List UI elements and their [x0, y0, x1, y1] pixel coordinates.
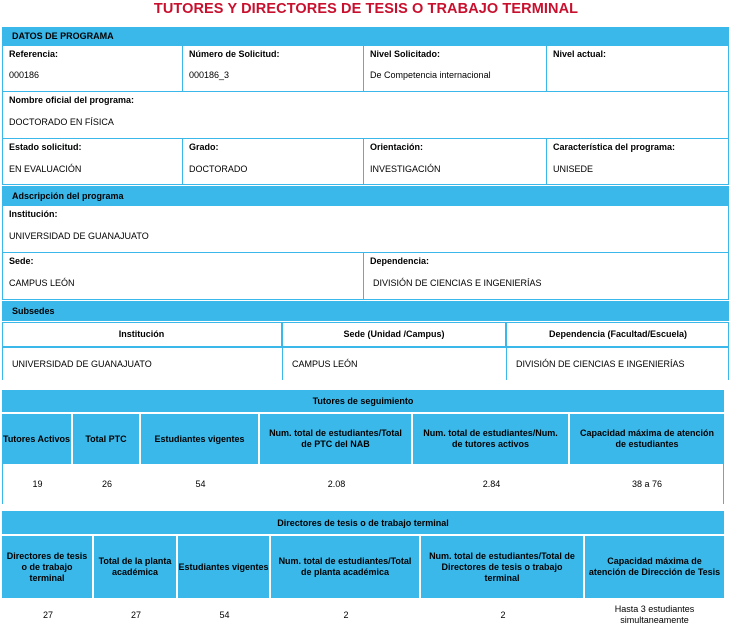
directores-header-directores [2, 536, 94, 598]
column-header: Dependencia (Facultad/Escuela) [548, 329, 688, 339]
field-label: Institución: [9, 209, 58, 219]
cell-value: 2 [343, 609, 349, 620]
column-header: Estudiantes vigentes [154, 433, 245, 444]
field-value: De Competencia internacional [370, 70, 491, 80]
subsedes-cell-institucion [2, 348, 283, 380]
field-orientacion [364, 139, 547, 185]
field-numero-solicitud [183, 46, 364, 92]
field-label: Nivel Solicitado: [370, 49, 441, 59]
directores-value-ratio-planta [271, 598, 421, 632]
section-header-adscripcion [2, 186, 729, 206]
column-header: Num. total de estudiantes/Total de Directores de tesis o trabajo terminal [429, 550, 575, 583]
cell-value: 2.08 [327, 478, 346, 489]
tutores-value-ratio-tutores [413, 464, 570, 504]
cell-value: 2 [500, 609, 506, 620]
tutores-value-estudiantes [141, 464, 260, 504]
cell-value: 27 [42, 609, 53, 620]
field-dependencia [364, 253, 729, 300]
directores-value-directores [2, 598, 94, 632]
field-nombre-oficial [2, 92, 729, 139]
tutores-value-capacidad [570, 464, 724, 504]
field-value: UNISEDE [553, 164, 594, 174]
subsedes-header-institucion [2, 322, 283, 347]
cell-value: 38 a 76 [631, 478, 663, 489]
field-value: DOCTORADO [189, 164, 248, 174]
cell-value: 2.84 [482, 478, 501, 489]
directores-header-ratio-directores [421, 536, 585, 598]
field-value: UNIVERSIDAD DE GUANAJUATO [9, 231, 149, 241]
field-caracteristica [547, 139, 729, 185]
directores-header-estudiantes [178, 536, 271, 598]
field-value: DIVISIÓN DE CIENCIAS E INGENIERÍAS [373, 278, 542, 288]
directores-header-planta [94, 536, 178, 598]
cell-value: 54 [195, 478, 206, 489]
tutores-header-ratio-tutores [413, 414, 570, 464]
column-header: Total PTC [85, 433, 127, 444]
column-header: Num. total de estudiantes/Num. de tutores activos [423, 428, 558, 449]
tutores-value-ratio-ptc [260, 464, 413, 504]
column-header: Institución [118, 329, 165, 339]
field-grado [183, 139, 364, 185]
directores-value-planta [94, 598, 178, 632]
divider [2, 322, 729, 323]
column-header: Tutores Activos [2, 433, 70, 444]
field-estado-solicitud [2, 139, 183, 185]
field-label: Característica del programa: [553, 142, 676, 152]
column-header: Sede (Unidad /Campus) [343, 329, 445, 339]
section-header-subsedes [2, 301, 729, 321]
column-header: Num. total de estudiantes/Total de planta académica [278, 556, 412, 577]
cell-value: 19 [32, 478, 43, 489]
field-label: Referencia: [9, 49, 59, 59]
cell-value: Hasta 3 estudiantes simultaneamente [614, 604, 695, 625]
field-label: Nivel actual: [553, 49, 607, 59]
directores-value-capacidad [585, 598, 724, 632]
field-value: INVESTIGACIÓN [370, 164, 441, 174]
field-label: Nombre oficial del programa: [9, 95, 135, 105]
field-label: Dependencia: [370, 256, 430, 266]
field-label: Grado: [189, 142, 219, 152]
tutores-header-activos [2, 414, 73, 464]
field-value: EN EVALUACIÓN [9, 164, 82, 174]
subsedes-cell-dependencia [507, 348, 729, 380]
tutores-header-ratio-ptc [260, 414, 413, 464]
field-institucion [2, 206, 729, 253]
field-nivel-solicitado [364, 46, 547, 92]
field-label: Sede: [9, 256, 34, 266]
cell-value: CAMPUS LEÓN [292, 359, 358, 369]
subsedes-header-dependencia [507, 322, 729, 347]
tutores-header-estudiantes [141, 414, 260, 464]
tutores-header-ptc [73, 414, 141, 464]
tutores-value-activos [2, 464, 73, 504]
field-nivel-actual [547, 46, 729, 92]
column-header: Directores de tesis o de trabajo terminal [6, 550, 88, 583]
section-title: Adscripción del programa [12, 191, 124, 201]
section-header-tutores [2, 390, 724, 412]
tutores-value-ptc [73, 464, 141, 504]
directores-header-ratio-planta [271, 536, 421, 598]
field-label: Estado solicitud: [9, 142, 82, 152]
column-header: Capacidad máxima de atención de Dirección de Tesis [588, 556, 721, 577]
column-header: Total de la planta académica [98, 556, 172, 577]
section-title: Tutores de seguimiento [312, 396, 414, 406]
subsedes-cell-sede [283, 348, 507, 380]
column-header: Num. total de estudiantes/Total de PTC del NAB [269, 428, 402, 449]
directores-value-ratio-directores [421, 598, 585, 632]
field-referencia [2, 46, 183, 92]
page-title: TUTORES Y DIRECTORES DE TESIS O TRABAJO TERMINAL [153, 1, 579, 17]
section-header-datos-programa [2, 27, 729, 46]
field-value: CAMPUS LEÓN [9, 278, 75, 288]
cell-value: UNIVERSIDAD DE GUANAJUATO [12, 359, 152, 369]
field-value: DOCTORADO EN FÍSICA [9, 117, 114, 127]
section-title: DATOS DE PROGRAMA [12, 31, 114, 41]
cell-value: 27 [130, 609, 141, 620]
directores-header-capacidad [585, 536, 724, 598]
section-title: Subsedes [12, 306, 55, 316]
section-title: Directores de tesis o de trabajo terminal [277, 517, 449, 528]
column-header: Estudiantes vigentes [178, 561, 269, 572]
field-sede [2, 253, 364, 300]
field-value: 000186_3 [189, 70, 230, 80]
column-header: Capacidad máxima de atención de estudiantes [579, 428, 715, 449]
cell-value: 26 [101, 478, 112, 489]
field-label: Orientación: [370, 142, 424, 152]
subsedes-header-sede [283, 322, 507, 347]
field-label: Número de Solicitud: [189, 49, 280, 59]
section-header-directores [2, 511, 724, 534]
cell-value: 54 [219, 609, 230, 620]
directores-value-estudiantes [178, 598, 271, 632]
field-value: 000186 [9, 70, 40, 80]
tutores-header-capacidad [570, 414, 724, 464]
cell-value: DIVISIÓN DE CIENCIAS E INGENIERÍAS [516, 359, 685, 369]
